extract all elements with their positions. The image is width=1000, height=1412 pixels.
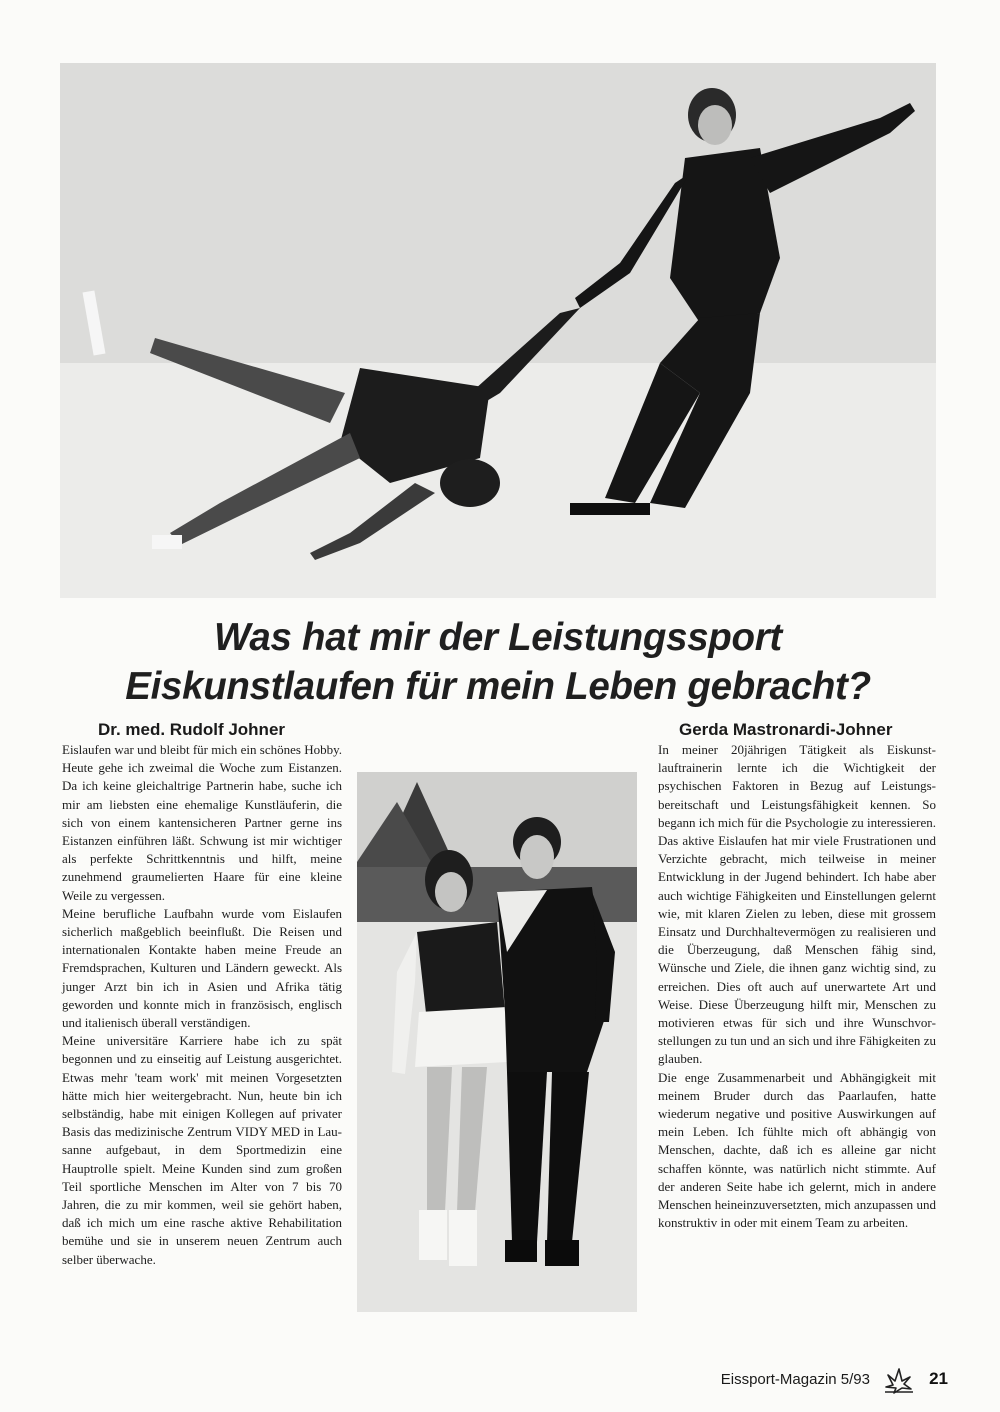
headline-line-1: Was hat mir der Leistungssport [214,616,782,659]
skater-logo-icon [882,1367,916,1395]
right-paragraph-2: Das aktive Eislaufen hat mir viele Frustrationen und Verzichte gebracht, mich teilweise in meiner Entwicklung in der Jugend behindert. Ich habe aber auch wichtige Fähigkeiten und Einstellungen gelernt wie, mit klaren Zielen zu leben, diese mit grossem Einsatz und Durchhaltevermögen zu realisieren und die Überzeugung, daß Menschen fähig sind, Wünsche und Ziele, die ihnen ganz wichtig sind, zu erreichen. Dies oft auch auf unerwartete Art und Weise. Diese Überzeugung hilft mir, Menschen zu motivieren etwas für sich und ihre Wunschvorstellungen zu tun und an sich und ihre Fähigkeiten zu glauben. [658,833,936,1067]
left-paragraph-2: Meine berufliche Laufbahn wurde vom Eislaufen sicherlich maßgeblich beeinflußt. Die Reisen und internationalen Kontakte haben meine Freude an Fremdsprachen, Kulturen und Ländern geweckt. Als junger Arzt bin ich in Asien und Afrika tätig geworden und konnte mich in französisch, englisch und italienisch überall verständigen. [62,905,342,1031]
skaters-portrait-illustration [357,772,637,1312]
right-paragraph-1: In meiner 20jährigen Tätigkeit als Eiskunstlauftrainerin lernte ich die Wichtigkeit der psychischen Faktoren in Bezug auf Leistungsbereitschaft und Leistungsfähigkeit kennen. So begann ich mich für die Psychologie zu interessieren. [658,742,936,830]
left-paragraph-3: Meine universitäre Karriere habe ich zu spät begonnen und zu einseitig auf Leistung ausgerichtet. Etwas mehr 'team work' mit meinen Vorgesetzten hätte mich hier weitergebracht. Nun, heute bin ich selbständig, habe mit einigen Kollegen auf privater Basis das medizinische Zentrum VIDY MED in Lausanne aufgebaut, in dem Sportmedizin eine Hauptrolle spielt. Meine Kunden sind zum großen Teil sportliche Menschen im Alter von 7 bis 70 Jahren, die zu mir kommen, weil sie gehört haben, daß ich mich um eine rasche aktive Rehabilitation bemühe und sie in unserem neuen Zentrum auch selber überwache. [62,1033,342,1267]
magazine-issue: Eissport-Magazin 5/93 [720,1371,870,1388]
left-paragraph-1: Eislaufen war und bleibt für mich ein schönes Hobby. Heute gehe ich zweimal die Woche zum Eistanzen. Da ich keine gleichaltrige Partnerin habe, suche ich mir am liebsten eine ehemalige Kunstläuferin, die sich von einem kantensicheren Partner gerne ins Eistanzen einführen läßt. Schwung ist mir wichtiger als perfekte Schrittkenntnis und hilft, meine zunehmend graumelierten Haare für eine kleine Weile zu vergessen. [62,742,342,903]
author-right: Gerda Mastronardi-Johner [679,720,893,739]
article-column-left [62,741,342,1269]
photo-skaters-portrait [357,772,637,1312]
page-number: 21 [929,1369,948,1388]
death-spiral-illustration [60,63,936,598]
author-left: Dr. med. Rudolf Johner [98,720,286,739]
right-paragraph-3: Die enge Zusammenarbeit und Abhängigkeit mit meinem Bruder durch das Paarlaufen, hatte wiederum negative und positive Auswirkungen auf mein Leben. Ich fühlte mich oft abhängig von Menschen, dachte, daß ich es alleine gar nicht schaffen könnte, was natürlich nicht stimmte. Auf der anderen Seite habe ich gelernt, mich in andere Menschen heineinzuversetzten, mich anzupassen und konstruktiv in oder mit einem Team zu arbeiten. [658,1069,936,1231]
article-column-right [658,741,936,1232]
page-footer [700,1367,950,1395]
headline-line-2: Eiskunstlaufen für mein Leben gebracht? [125,665,871,708]
photo-pair-skating-death-spiral [60,63,936,598]
